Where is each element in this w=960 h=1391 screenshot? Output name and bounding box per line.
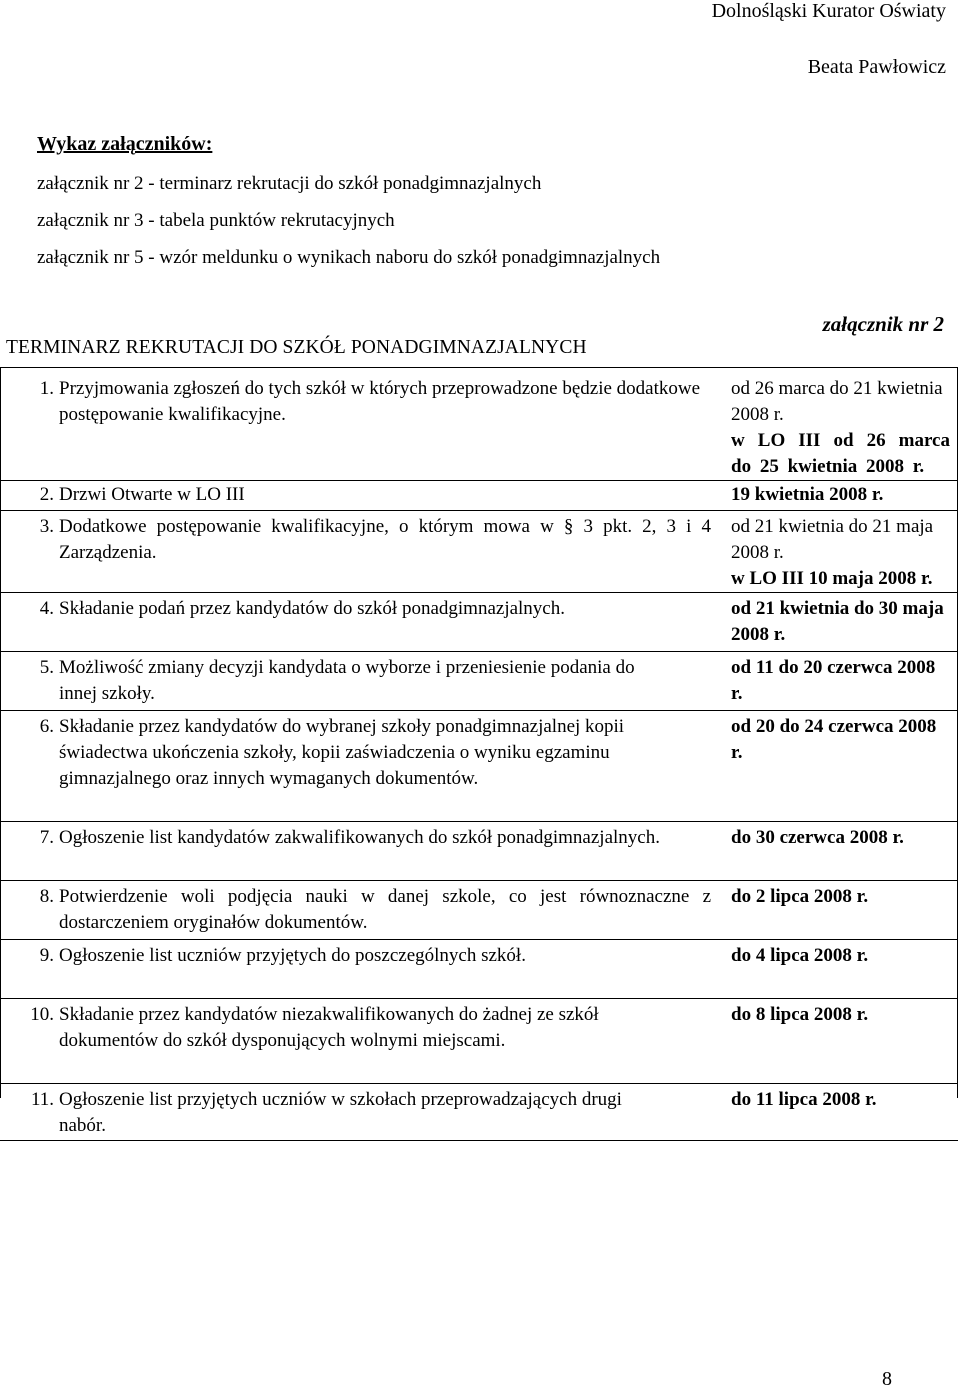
table-row — [0, 368, 958, 481]
schedule-title: TERMINARZ REKRUTACJI DO SZKÓŁ PONADGIMNAZJALNYCH — [6, 337, 587, 358]
row-date-note: w LO III 10 maja 2008 r. — [731, 568, 933, 589]
row-description: Składanie podań przez kandydatów do szkół ponadgimnazjalnych. — [59, 598, 565, 619]
row-date: do 11 lipca 2008 r. — [731, 1089, 877, 1110]
page-number: 8 — [882, 1368, 892, 1390]
issuer-organization: Dolnośląski Kurator Oświaty — [711, 0, 946, 22]
row-description: Ogłoszenie list przyjętych uczniów w szkołach przeprowadzających drugi nabór. — [59, 1089, 622, 1136]
row-number: 7. — [39, 827, 54, 848]
row-description: Możliwość zmiany decyzji kandydata o wyborze i przeniesienie podania do innej szkoły. — [59, 657, 635, 704]
table-row — [0, 481, 958, 511]
table-row — [0, 1084, 958, 1141]
row-number: 11. — [30, 1089, 54, 1110]
row-date: 19 kwietnia 2008 r. — [731, 484, 884, 505]
attachments-list — [37, 171, 660, 282]
row-date — [719, 368, 958, 481]
row-description: Ogłoszenie list kandydatów zakwalifikowanych do szkół ponadgimnazjalnych. — [59, 827, 660, 848]
row-date-main: od 21 kwietnia do 21 maja 2008 r. — [731, 516, 934, 563]
row-description: Dodatkowe postępowanie kwalifikacyjne, o którym mowa w § 3 pkt. 2, 3 i 4 Zarządzenia. — [59, 516, 711, 563]
row-date: do 30 czerwca 2008 r. — [731, 827, 904, 848]
attachment-item: załącznik nr 3 - tabela punktów rekrutacyjnych — [37, 210, 395, 231]
row-date: do 4 lipca 2008 r. — [731, 945, 869, 966]
table-row — [0, 652, 958, 711]
row-number: 1. — [39, 378, 54, 399]
attachment-item: załącznik nr 5 - wzór meldunku o wynikach naboru do szkół ponadgimnazjalnych — [37, 247, 661, 268]
signatory-name: Beata Pawłowicz — [807, 56, 946, 78]
row-date: od 11 do 20 czerwca 2008 r. — [731, 657, 936, 704]
table-row — [0, 881, 958, 940]
row-date — [719, 511, 958, 593]
table-row — [0, 822, 958, 881]
attachment-item: załącznik nr 2 - terminarz rekrutacji do szkół ponadgimnazjalnych — [37, 173, 542, 194]
table-row — [0, 711, 958, 822]
row-description: Drzwi Otwarte w LO III — [59, 484, 245, 505]
attachment-label: załącznik nr 2 — [822, 312, 944, 336]
row-number: 3. — [39, 516, 54, 537]
row-description: Potwierdzenie woli podjęcia nauki w danej szkole, co jest równoznaczne z dostarczeniem oryginałów dokumentów. — [59, 886, 711, 933]
row-number: 6. — [39, 716, 54, 737]
row-number: 2. — [39, 484, 54, 505]
row-number: 9. — [39, 945, 54, 966]
row-date-main: od 26 marca do 21 kwietnia 2008 r. — [731, 378, 943, 425]
row-number: 10. — [30, 1004, 54, 1025]
table-row — [0, 940, 958, 999]
row-number: 5. — [39, 657, 54, 678]
row-date: od 21 kwietnia do 30 maja 2008 r. — [731, 598, 944, 645]
table-row — [0, 999, 958, 1084]
row-date: od 20 do 24 czerwca 2008 r. — [731, 716, 937, 763]
row-number: 8. — [39, 886, 54, 907]
schedule-table — [0, 367, 958, 1141]
row-description: Ogłoszenie list uczniów przyjętych do poszczególnych szkół. — [59, 945, 526, 966]
row-description: Składanie przez kandydatów niezakwalifikowanych do żadnej ze szkół dokumentów do szkół dysponujących wolnymi miejscami. — [59, 1004, 599, 1051]
attachments-heading: Wykaz załączników: — [37, 133, 213, 155]
row-date-note: w LO III od 26 marca do 25 kwietnia 2008 r. — [731, 430, 950, 477]
table-row — [0, 511, 958, 593]
row-date: do 8 lipca 2008 r. — [731, 1004, 869, 1025]
table-row — [0, 593, 958, 652]
row-number: 4. — [39, 598, 54, 619]
row-description: Przyjmowania zgłoszeń do tych szkół w których przeprowadzone będzie dodatkowe postępowanie kwalifikacyjne. — [59, 378, 701, 425]
row-description: Składanie przez kandydatów do wybranej szkoły ponadgimnazjalnej kopii świadectwa ukończenia szkoły, kopii zaświadczenia o wyniku egzaminu gimnazjalnego oraz innych wymaganych dokumentów. — [59, 716, 625, 789]
row-date: do 2 lipca 2008 r. — [731, 886, 869, 907]
